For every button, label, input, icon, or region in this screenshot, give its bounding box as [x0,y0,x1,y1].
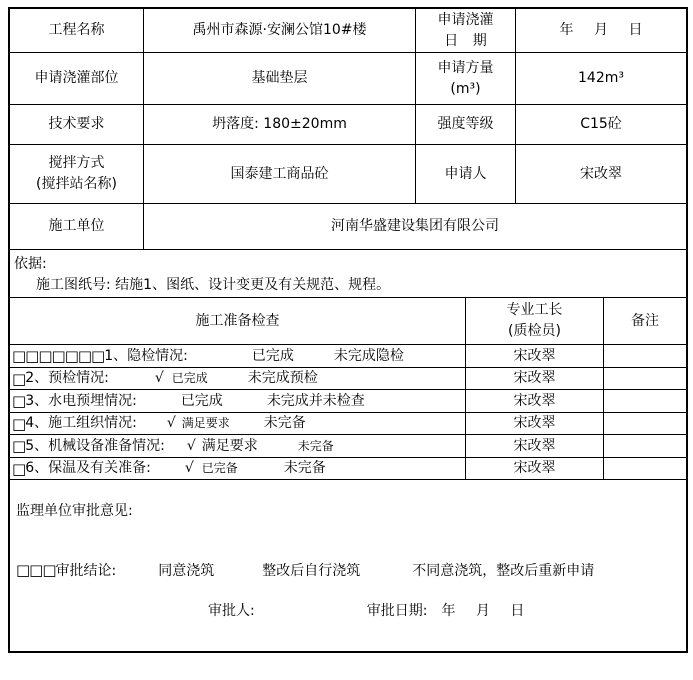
check-option-1: 已完成 [180,392,223,409]
conclusion-option-agree: 同意浇筑 [158,563,215,579]
check-item-label: 6、保温及有关准备: [25,460,151,477]
row-project [10,9,686,53]
mixing-method-value: 国泰建工商品砼 [144,145,416,203]
row-technical [10,105,686,145]
basis-cell [10,250,686,297]
quantity-label-line2: (m³) [450,80,481,97]
foreman-signature: 宋改翠 [466,368,604,389]
mixing-method-label-line2: (搅拌站名称) [36,176,117,192]
apply-date-label [416,9,516,52]
applicant-label: 申请人 [416,145,516,203]
row-construction-unit [10,204,686,250]
check-item-construction-organization [10,413,466,434]
foreman-signature: 宋改翠 [466,390,604,412]
check-option-1: 满足要求 [201,437,258,454]
construction-unit-value: 河南华盛建设集团有限公司 [331,218,499,234]
basis-title: 依据: [14,256,47,272]
check-item-label: 2、预检情况: [25,370,109,387]
technical-req-label: 技术要求 [10,105,144,144]
quantity-label-line1: 申请方量 [437,59,494,76]
construction-unit-label: 施工单位 [10,204,144,249]
approval-date-value: 年 月 日 [441,603,525,619]
approver-label: 审批人: [208,603,255,619]
supervision-approval-section [10,480,686,651]
check-option-1: 满足要求 [181,416,230,431]
check-header-remark: 备注 [631,312,659,329]
approval-conclusion-line [16,560,594,580]
check-item-pre-inspection [10,368,466,389]
conclusion-label: 审批结论: [55,563,117,579]
remark-cell [604,390,686,412]
check-option-2: 未完成并未检查 [266,392,365,409]
project-name-value: 禹州市森源·安澜公馆10#楼 [144,9,416,52]
check-header-foreman [466,298,604,344]
checkbox-icon[interactable]: □ [12,437,26,455]
check-header-foreman-line2: (质检员) [508,323,561,339]
row-mixing [10,145,686,204]
technical-req-value: 坍落度: 180±20mm [144,105,416,144]
check-option-1: 已完成 [251,347,294,364]
remark-cell [604,435,686,457]
approver-line [208,600,524,620]
check-item-plumbing-embedding [10,390,466,412]
row-location [10,53,686,105]
conclusion-option-disagree-reapply: 不同意浇筑，整改后重新申请 [412,563,595,579]
check-item-hidden-inspection [10,345,466,367]
check-item-machinery-equipment [10,435,466,457]
foreman-signature: 宋改翠 [466,413,604,434]
apply-date-value: 年 月 日 [559,22,643,38]
strength-grade-value: C15砼 [580,116,622,132]
check-header-foreman-line1: 专业工长 [506,302,563,318]
check-row-4 [10,413,686,435]
remark-cell [604,345,686,367]
check-item-label: 3、水电预埋情况: [25,392,137,409]
row-basis [10,250,686,298]
check-table-header [10,298,686,345]
quantity-value: 142m³ [578,70,624,86]
check-item-insulation-preparation [10,458,466,479]
remark-cell [604,368,686,389]
apply-date-label-line1: 申请浇灌 [437,11,494,28]
checkbox-icon[interactable]: □ [12,459,26,478]
check-item-label: 1、隐检情况: [104,347,188,364]
check-row-1 [10,345,686,368]
check-option-2: 未完备 [283,460,326,477]
foreman-signature: 宋改翠 [466,345,604,367]
check-option-2: 未完成隐检 [333,347,404,364]
checkbox-icon[interactable]: □ [12,414,26,433]
tick-mark-icon: √ [186,437,196,454]
check-row-3 [10,390,686,413]
check-option-2: 未完备 [263,415,306,432]
check-row-5 [10,435,686,458]
applicant-value: 宋改翠 [580,165,622,182]
mixing-method-label [10,145,144,203]
checkbox-icon[interactable]: □ [12,392,26,410]
check-item-label: 5、机械设备准备情况: [25,437,165,454]
check-header-preparation: 施工准备检查 [10,298,466,344]
tick-mark-icon: √ [184,460,194,477]
pouring-location-label: 申请浇灌部位 [10,53,144,104]
conclusion-checkbox-group-icon[interactable]: □□□ [16,561,56,579]
tick-mark-icon: √ [166,415,176,432]
mixing-method-label-line1: 搅拌方式 [48,155,105,171]
basis-drawing-number: 施工图纸号: 结施1、图纸、设计变更及有关规范、规程。 [36,277,391,293]
foreman-signature: 宋改翠 [466,458,604,479]
remark-cell [604,413,686,434]
check-option-2: 未完成预检 [247,370,318,387]
check-row-2 [10,368,686,390]
project-name-label: 工程名称 [10,9,144,52]
concrete-pouring-application-form [8,7,688,653]
strength-grade-label: 强度等级 [416,105,516,144]
quantity-label [416,53,516,104]
apply-date-label-line2: 日 期 [444,32,487,49]
check-row-6 [10,458,686,480]
checkbox-group-icon[interactable]: □□□□□□□ [12,347,105,365]
remark-cell [604,458,686,479]
supervision-opinion-title: 监理单位审批意见: [16,503,133,519]
checkbox-icon[interactable]: □ [12,369,26,388]
pouring-location-value: 基础垫层 [144,53,416,104]
check-option-1: 已完备 [201,461,238,476]
check-item-label: 4、施工组织情况: [25,415,137,432]
conclusion-option-rectify-self: 整改后自行浇筑 [262,563,361,579]
check-option-2: 未完备 [297,438,334,453]
foreman-signature: 宋改翠 [466,435,604,457]
tick-mark-icon: √ [154,370,164,387]
check-option-1: 已完成 [171,371,208,386]
approval-date-label: 审批日期: [366,603,428,619]
